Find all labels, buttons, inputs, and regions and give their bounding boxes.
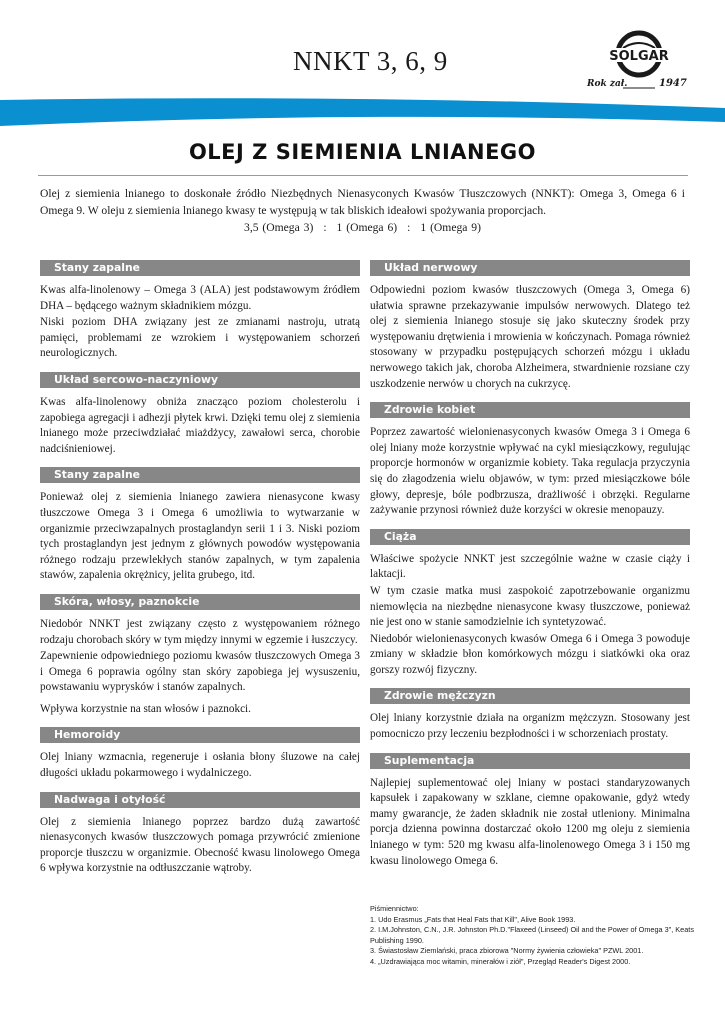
section-heading: Nadwaga i otyłość xyxy=(40,792,360,808)
section-cardiovascular xyxy=(40,372,360,457)
references xyxy=(370,904,700,967)
section-hemorrhoids xyxy=(40,727,360,781)
ratio-omega-9: 1 (Omega 9) xyxy=(420,221,481,234)
section-paragraph: Olej lniany korzystnie działa na organizm mężczyzn. Stosowany jest pomocniczo przy leczeniu bezpłodności i w schorzeniach prostaty. xyxy=(370,712,690,741)
section-mens-health xyxy=(370,688,690,742)
document-title: OLEJ Z SIEMIENIA LNIANEGO xyxy=(188,140,537,164)
right-column xyxy=(370,260,690,879)
section-paragraph: Niedobór NNKT jest związany często z występowaniem różnego rodzaju chorobach skóry w tym między innymi w egzemie i łuszczycy. xyxy=(40,617,360,646)
section-heading: Suplementacja xyxy=(370,753,690,769)
section-heading: Ciąża xyxy=(370,529,690,545)
section-pregnancy xyxy=(370,529,690,679)
ratio-omega-6: 1 (Omega 6) xyxy=(336,221,398,234)
omega-ratio xyxy=(0,221,725,234)
section-skin-hair-nails xyxy=(40,594,360,718)
section-paragraph: Olej z siemienia lnianego poprzez bardzo dużą zawartość nienasyconych kwasów tłuszczowych pomaga przywrócić zmienione proporcje tłuszczu w organizmie. Obecność kwasu linolowego Omega 6 wpływa korzystnie na odtłuszczanie wątroby. xyxy=(40,815,360,875)
section-paragraph: Ponieważ olej z siemienia lnianego zawiera nienasycone kwasy tłuszczowe Omega 3 i Omega 6 umożliwia to wytwarzanie w organizmie przeciwzapalnych prostaglandyn serii 1 i 3. Niski poziom tych prostaglandyn jest jednym z głównych powodów występowania różnego rodzaju przewlekłych stanów zapalnych, w tym zapalenia stawów, zapalenia okrężnicy, jelita grubego, itd. xyxy=(40,491,360,582)
section-supplementation xyxy=(370,753,690,870)
references-heading: Piśmiennictwo: xyxy=(370,904,419,913)
section-paragraph: Olej lniany wzmacnia, regeneruje i osłania błony śluzowe na całej długości układu pokarmowego i wydalniczego. xyxy=(40,751,360,780)
logo-brand: SOLGAR xyxy=(609,49,669,64)
section-heading: Zdrowie kobiet xyxy=(370,402,690,418)
ratio-omega-3: 3,5 (Omega 3) xyxy=(244,221,314,234)
header-title: NNKT 3, 6, 9 xyxy=(293,46,448,76)
section-paragraph: Kwas alfa-linolenowy obniża znacząco poziom cholesterolu i zapobiega agregacji i adhezji płytek krwi. Dzięki temu olej z siemienia lnianego może przeciwdziałać miażdżycy, zawałowi serca, chorobie nadciśnieniowej. xyxy=(40,395,360,455)
section-inflammation-1 xyxy=(40,260,360,362)
section-paragraph: Niedobór wielonienasyconych kwasów Omega 6 i Omega 3 powoduje zmiany w składzie błon komórkowych mózgu i siatkówki oka oraz gorszy rozwój fizyczny. xyxy=(370,632,690,676)
reference-item: 1. Udo Erasmus „Fats that Heal Fats that Kill", Alive Book 1993. xyxy=(370,914,576,924)
reference-item: 4. „Uzdrawiająca moc witamin, minerałów i ziół", Przegląd Reader's Digest 2000. xyxy=(370,956,631,966)
section-overweight xyxy=(40,792,360,877)
logo-tagline-a: Rok zał. xyxy=(587,79,628,89)
section-heading: Układ sercowo-naczyniowy xyxy=(40,372,360,388)
section-womens-health xyxy=(370,402,690,519)
title-divider xyxy=(38,175,688,176)
section-paragraph: Poprzez zawartość wielonienasyconych kwasów Omega 3 i Omega 6 olej lniany może korzystnie wpływać na cykl miesiączkowy, regulując proporcje hormonów w organizmie kobiety. Taka regulacja przyczynia się do złagodzenia wielu objawów, w tym: przed miesiączkowe bóle głowy, depresje, bóle podbrzusza, drażliwość i obrzęki. Regularne zażywanie przynosi również duże korzyści w okresie menopauzy. xyxy=(370,426,690,517)
section-paragraph: Najlepiej suplementować olej lniany w postaci standaryzowanych kapsułek i zapakowany w szklane, ciemne opakowanie, gdyż wtedy mamy gwarancje, że żaden składnik nie został utleniony. Minimalna porcja dzienna powinna dostarczać około 1200 mg oleju z siemienia lnianego w tym: 520 mg kwasu alfa-linolenowego Omega 3 i 150 mg kwasu linolowego Omega 6. xyxy=(370,776,690,867)
ratio-separator: : xyxy=(323,221,327,234)
section-heading: Stany zapalne xyxy=(40,260,360,276)
section-paragraph: Niski poziom DHA związany jest ze zmianami nastroju, utratą pamięci, problemami ze wzrokiem i występowaniem schorzeń neurologicznych. xyxy=(40,316,360,360)
reference-item: 2. I.M.Johnston, C.N., J.R. Johnston Ph.D."Flaxeed (Linseed) Oil and the Power of Omega 3", Keats Publishing 1990. xyxy=(370,925,694,945)
section-nervous-system xyxy=(370,260,690,392)
section-heading: Układ nerwowy xyxy=(370,260,690,276)
section-paragraph: Kwas alfa-linolenowy – Omega 3 (ALA) jest podstawowym źródłem DHA – będącego ważnym składnikiem mózgu. xyxy=(40,284,360,312)
solgar-logo xyxy=(583,30,695,94)
section-paragraph: Odpowiedni poziom kwasów tłuszczowych (Omega 3, Omega 6) ułatwia sprawne przekazywanie impulsów nerwowych. Dlatego też olej z siemienia lnianego stosuje się jako skuteczny środek przy występowaniu drętwienia i mrowienia w kończynach. Pomaga również stosowany w przypadku postępujących schorzeń mózgu i układu nerwowego takich jak, choroba Alzheimera, stwardnienie rozsiane czy uszkodzenie nerwów u chorych na cukrzycę. xyxy=(370,284,690,390)
ratio-separator: : xyxy=(407,221,411,234)
section-heading: Skóra, włosy, paznokcie xyxy=(40,594,360,610)
section-paragraph: Zapewnienie odpowiedniego poziomu kwasów tłuszczowych Omega 3 i Omega 6 poprawia ogólny stan skóry zapobiega jej wysuszeniu, powstawaniu wyprysków i stanów zapalnych. xyxy=(40,650,360,694)
section-paragraph: Właściwe spożycie NNKT jest szczególnie ważne w czasie ciąży i laktacji. xyxy=(370,552,690,581)
section-heading: Zdrowie mężczyzn xyxy=(370,688,690,704)
section-heading: Stany zapalne xyxy=(40,467,360,483)
reference-item: 3. Świastosław Ziemlański, praca zbiorowa "Normy żywienia człowieka" PZWL 2001. xyxy=(370,946,644,955)
section-inflammation-2 xyxy=(40,467,360,584)
section-heading: Hemoroidy xyxy=(40,727,360,743)
logo-tagline-b: 1947 xyxy=(659,78,687,89)
section-paragraph: Wpływa korzystnie na stan włosów i paznokci. xyxy=(40,702,251,715)
left-column xyxy=(40,260,360,887)
intro-paragraph: Olej z siemienia lnianego to doskonałe źródło Niezbędnych Nienasyconych Kwasów Tłuszczowych (NNKT): Omega 3, Omega 6 i Omega 9. W oleju z siemienia lnianego kwasy te występują w tak bliskich ideałowi spożywania proporcjach. xyxy=(40,187,685,217)
header-wave-band xyxy=(0,96,725,126)
section-paragraph: W tym czasie matka musi zaspokoić zapotrzebowanie organizmu niemowlęcia na niezbędne nienasycone kwasy tłuszczowe, ponieważ nie jest ono w stanie samodzielnie ich syntetyzować. xyxy=(370,584,690,629)
